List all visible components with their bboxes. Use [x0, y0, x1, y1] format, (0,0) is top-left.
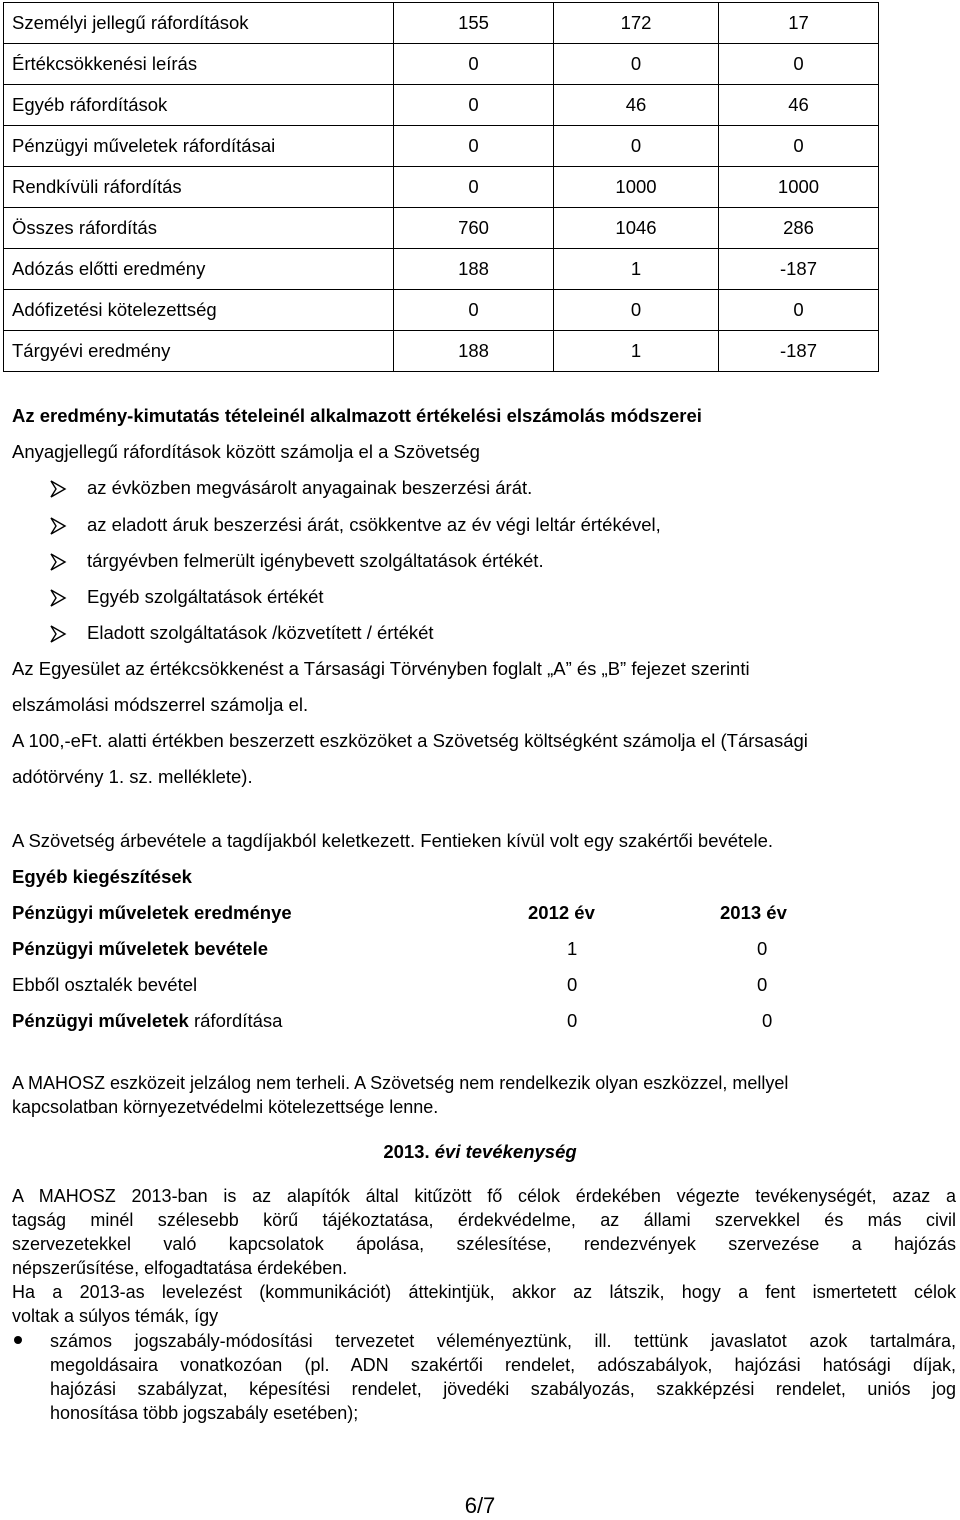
page-number: 6/7 — [464, 1493, 496, 1518]
table-row — [4, 249, 879, 290]
fin-ops-value-2012: 1 — [567, 938, 578, 959]
arrowhead-bullet-icon — [49, 517, 67, 535]
fin-ops-value-2013: 0 — [757, 974, 768, 995]
value-col-1: 0 — [394, 167, 554, 208]
paragraph-line: számos jogszabály-módosítási tervezetet véleményeztünk, ill. tettünk javaslatot azok tartalmára, — [50, 1331, 956, 1351]
value-col-2: 1046 — [554, 208, 719, 249]
activity-heading — [0, 1141, 960, 1163]
activity-heading-year: 2013. — [383, 1141, 430, 1162]
value-col-1: 188 — [394, 331, 554, 372]
depreciation-line-2: elszámolási módszerrel számolja el. — [12, 694, 309, 715]
value-col-2: 0 — [554, 44, 719, 85]
extra-heading: Egyéb kiegészítések — [12, 866, 192, 887]
fin-ops-row-label-bold: Pénzügyi műveletek — [12, 1010, 189, 1031]
bullet-icon — [14, 1336, 22, 1344]
row-label: Értékcsökkenési leírás — [4, 44, 394, 85]
revenue-note: A Szövetség árbevétele a tagdíjakból keletkezett. Fentieken kívül volt egy szakértői bevétele. — [12, 830, 773, 851]
value-col-2: 172 — [554, 3, 719, 44]
assets-line-1: A MAHOSZ eszközeit jelzálog nem terheli. A Szövetség nem rendelkezik olyan eszközzel, mellyel — [12, 1073, 789, 1093]
value-col-3: 17 — [719, 3, 879, 44]
methods-heading: Az eredmény-kimutatás tételeinél alkalmazott értékelési elszámolás módszerei — [12, 405, 702, 426]
fin-ops-row-label-bold: Pénzügyi műveletek bevétele — [12, 938, 269, 959]
paragraph-line: szervezetekkel való kapcsolatok ápolása, szélesítése, rendezvények szervezése a hajózás — [12, 1234, 956, 1254]
asset-rule-line-1: A 100,-eFt. alatti értékben beszerzett eszközöket a Szövetség költségként számolja el (Társasági — [12, 730, 808, 751]
fin-ops-row-label-normal: Ebből osztalék bevétel — [12, 974, 198, 995]
row-label: Adózás előtti eredmény — [4, 249, 394, 290]
arrowhead-bullet-icon — [49, 589, 67, 607]
financial-table — [3, 2, 879, 372]
value-col-3: 1000 — [719, 167, 879, 208]
method-item: Eladott szolgáltatások /közvetített / értékét — [87, 622, 434, 643]
table-row — [4, 208, 879, 249]
method-item: az évközben megvásárolt anyagainak beszerzési árát. — [87, 477, 533, 498]
arrowhead-bullet-icon — [49, 553, 67, 571]
value-col-2: 1 — [554, 249, 719, 290]
value-col-1: 0 — [394, 85, 554, 126]
fin-ops-value-2012: 0 — [567, 1010, 578, 1031]
row-label: Személyi jellegű ráfordítások — [4, 3, 394, 44]
value-col-3: -187 — [719, 249, 879, 290]
value-col-1: 155 — [394, 3, 554, 44]
assets-line-2: kapcsolatban környezetvédelmi kötelezettsége lenne. — [12, 1097, 439, 1117]
row-label: Adófizetési kötelezettség — [4, 290, 394, 331]
table-row — [4, 126, 879, 167]
value-col-3: 286 — [719, 208, 879, 249]
paragraph-line: népszerűsítése, elfogadtatása érdekében. — [12, 1258, 348, 1278]
paragraph-line: megoldásaira vonatkozóan (pl. ADN szakértői rendelet, adószabályok, hajózási hatósági díjak, — [50, 1355, 956, 1375]
value-col-2: 46 — [554, 85, 719, 126]
fin-ops-header-label: Pénzügyi műveletek eredménye — [12, 902, 292, 923]
method-item: Egyéb szolgáltatások értékét — [87, 586, 324, 607]
col-2012-header: 2012 év — [528, 902, 595, 923]
paragraph-line: tagság minél szélesebb körű tájékoztatása, érdekvédelme, az állami szervekkel és más civil — [12, 1210, 956, 1230]
fin-ops-row-label — [12, 938, 268, 960]
table-row — [4, 85, 879, 126]
value-col-2: 1000 — [554, 167, 719, 208]
value-col-2: 0 — [554, 290, 719, 331]
table-row — [4, 331, 879, 372]
table-row — [4, 3, 879, 44]
value-col-1: 0 — [394, 126, 554, 167]
value-col-3: -187 — [719, 331, 879, 372]
table-row — [4, 290, 879, 331]
fin-ops-row-label — [12, 974, 197, 996]
row-label: Egyéb ráfordítások — [4, 85, 394, 126]
value-col-1: 0 — [394, 290, 554, 331]
activity-paragraph-1 — [12, 1184, 956, 1280]
row-label: Pénzügyi műveletek ráfordításai — [4, 126, 394, 167]
asset-rule-line-2: adótörvény 1. sz. melléklete). — [12, 766, 253, 787]
method-item: az eladott áruk beszerzési árát, csökkentve az év végi leltár értékével, — [87, 514, 661, 535]
fin-ops-value-2012: 0 — [567, 974, 578, 995]
row-label: Tárgyévi eredmény — [4, 331, 394, 372]
fin-ops-row-label — [12, 1010, 282, 1032]
fin-ops-value-2013: 0 — [757, 938, 768, 959]
value-col-3: 0 — [719, 126, 879, 167]
col-2013-header: 2013 év — [720, 902, 787, 923]
methods-intro: Anyagjellegű ráfordítások között számolja el a Szövetség — [12, 441, 480, 462]
arrowhead-bullet-icon — [49, 480, 67, 498]
value-col-1: 0 — [394, 44, 554, 85]
row-label: Összes ráfordítás — [4, 208, 394, 249]
table-row — [4, 167, 879, 208]
value-col-3: 0 — [719, 290, 879, 331]
paragraph-line: voltak a súlyos témák, így — [12, 1306, 219, 1326]
depreciation-line-1: Az Egyesület az értékcsökkenést a Társasági Törvényben foglalt „A” és „B” fejezet szerinti — [12, 658, 750, 679]
table-row — [4, 44, 879, 85]
value-col-2: 0 — [554, 126, 719, 167]
value-col-3: 46 — [719, 85, 879, 126]
value-col-1: 188 — [394, 249, 554, 290]
paragraph-line: A MAHOSZ 2013-ban is az alapítók által kitűzött fő célok érdekében végezte tevékenységét, azaz a — [12, 1186, 956, 1206]
arrowhead-bullet-icon — [49, 625, 67, 643]
value-col-2: 1 — [554, 331, 719, 372]
paragraph-line: hajózási szabályzat, képesítési rendelet, jövedéki szabályozás, szakképzési rendelet, uniós jog — [50, 1379, 956, 1399]
paragraph-line: honosítása több jogszabály esetében); — [50, 1403, 359, 1423]
row-label: Rendkívüli ráfordítás — [4, 167, 394, 208]
value-col-3: 0 — [719, 44, 879, 85]
fin-ops-row-label-normal: ráfordítása — [188, 1010, 283, 1031]
activity-heading-text: évi tevékenység — [429, 1141, 577, 1162]
paragraph-line: Ha a 2013-as levelezést (kommunikációt) áttekintjük, akkor az látszik, hogy a fent ismertetett célok — [12, 1282, 956, 1302]
method-item: tárgyévben felmerült igénybevett szolgáltatások értékét. — [87, 550, 544, 571]
fin-ops-value-2013: 0 — [762, 1010, 773, 1031]
value-col-1: 760 — [394, 208, 554, 249]
bullet-item — [50, 1329, 956, 1425]
activity-paragraph-2 — [12, 1280, 956, 1328]
